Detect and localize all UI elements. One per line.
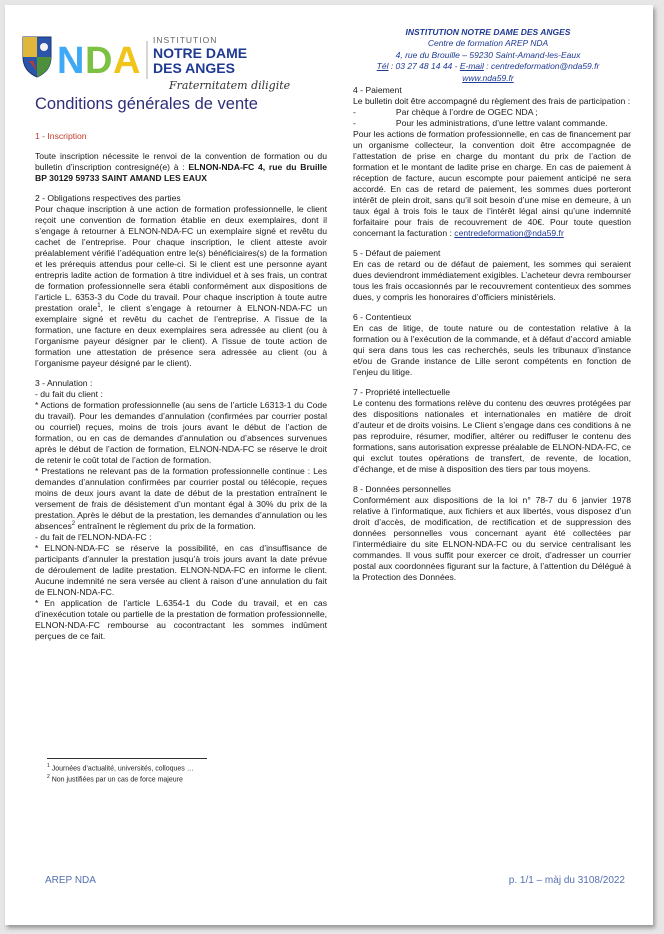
motto: Fraternitatem diligite xyxy=(169,79,291,92)
email-value: : centredeformation@nda59.fr xyxy=(483,61,600,72)
s1-text: Toute inscription nécessite le renvoi de la convention de formation ou du bulletin d’inscription contresigné(e) à : xyxy=(35,151,327,172)
section-8-title: 8 - Données personnelles xyxy=(353,484,451,494)
footer-left: AREP NDA xyxy=(45,875,96,886)
document-page xyxy=(5,5,653,925)
address: 4, rue du Brouille – 59230 Saint-Amand-les-Eaux xyxy=(395,49,581,60)
footnote-2: $^2$ Non justifiées par un cas de force majeure xyxy=(47,774,183,784)
section-6-text: En cas de litige, de toute nature ou de contestation relative à la formation ou à l’exécution de la commande, et à défaut d’accord amiable qui sera dans tous les cas recherchés, seuls les tribunaux d’instance et/ou de Grande instance de Lille seront compétents en fonction de l’enjeu du litige. xyxy=(353,323,631,377)
s4-p2-text: Pour les actions de formation professionnelle, en cas de financement par un organisme collecteur, la convention doit être accompagnée de l’attestation de prise en charge du montant du prix de l’action de formation et le montant de ladite prise en charge. En cas de paiement à réception de facture, aucun escompte pour paiement anticipé ne sera accordé. En cas de retard de paiement, les sommes dues porteront intérêt de plein droit, sans qu’il soit besoin d’une mise en demeure, à un taux égal à trois fois le taux de l’intérêt légal ainsi qu’une indemnité forfaitaire pour frais de recouvrement de 40€. Pour toute question concernant la facturation : xyxy=(353,129,631,238)
section-7-text: Le contenu des formations relève du contenu des œuvres protégées par des dispositions nationales et internationales en matière de droit d’auteur et de droits voisins. Le Client s’engage dans ces conditions à ne pas reproduire, résumer, modifier, altérer ou rediffuser le contenu des formations, sans autorisation expresse préalable de ELNON-NDA-FC, ce qui exclut toutes opérations de transfert, de revente, de location, d’échange, et de mise à disposition des tiers par tous moyens. xyxy=(353,398,631,474)
section-3-sub-client: - du fait du client : xyxy=(35,389,103,399)
section-6-title: 6 - Contentieux xyxy=(353,312,412,322)
section-7-title: 7 - Propriété intellectuelle xyxy=(353,387,450,397)
footnote-2-text: Non justifiées par un cas de force majeure xyxy=(51,776,183,784)
section-5-title: 5 - Défaut de paiement xyxy=(353,248,441,258)
section-2-text xyxy=(35,204,327,369)
tel-value: : 03 27 48 14 44 - xyxy=(388,61,460,72)
right-column xyxy=(353,85,631,583)
section-3-sub-nda: - du fait de l’ELNON-NDA-FC : xyxy=(35,532,152,542)
footnote-divider xyxy=(47,758,207,759)
section-5-text: En cas de retard ou de défaut de paiement, les sommes qui seraient dues deviendront immédiatement exigibles. L’acheteur devra rembourser tous les frais occasionnés par le recouvrement contentieux des sommes dues, y compris les honoraires d’officiers ministériels. xyxy=(353,259,631,302)
footnote-ref-2: 2 xyxy=(71,521,76,528)
section-3-p2 xyxy=(35,466,327,532)
email-label[interactable]: E-mail xyxy=(459,61,484,72)
section-1-text xyxy=(35,151,327,184)
institution-name: INSTITUTION NOTRE DAME DES ANGES xyxy=(405,27,571,37)
left-column xyxy=(35,131,327,642)
section-3-p3: * ELNON-NDA-FC se réserve la possibilité, en cas d’insuffisance de participants d’annuler la prestation jusqu’à trois jours avant la date prévue de déroulement de ladite prestation. ELNON-NDA-FC en informe le client. Aucune indemnité ne sera versée au client à raison d’une annulation du fait de ELNON-NDA-FC. xyxy=(35,543,327,597)
billing-email-link[interactable]: centredeformation@nda59.fr xyxy=(454,228,564,238)
s2-text-b: , le client s’engage à retourner à ELNON-NDA-FC un exemplaire signé et revêtu du cachet de l’entreprise. A l’issue de la formation, une facture en deux exemplaires sera adressée au client (ou à l’organisme payeur désigner par le client). A l’issue de toute action de formation une attestation de présence sera adressée au client (ou à l’organisme payeur désigné par le client). xyxy=(35,303,327,368)
s4-item-2-text: Pour les administrations, d’une lettre valant commande. xyxy=(395,118,608,128)
svg-text:A: A xyxy=(113,40,141,82)
footer-page-info: p. 1/1 – màj du 3108/2022 xyxy=(508,875,625,886)
contact-header xyxy=(335,27,641,84)
section-1-title: 1 - Inscription xyxy=(35,131,87,141)
s1-address: ELNON-NDA-FC 4, rue du Bruille BP 30129 59733 SAINT AMAND LES EAUX xyxy=(35,162,327,183)
logo-line-2: NOTRE DAME xyxy=(153,45,248,61)
footnote-1: $^1$ Journées d’actualité, universités, colloques … xyxy=(47,763,194,773)
section-3-p4: * En application de l’article L.6354-1 du Code du travail, et en cas d’inexécution totale ou partielle de la prestation de formation professionnelle, ELNON-NDA-FC rembourse au cocontractant les sommes indûment perçues de ce fait. xyxy=(35,598,327,641)
institution-logo xyxy=(17,31,317,97)
section-3-title: 3 - Annulation : xyxy=(35,378,93,388)
svg-text:D: D xyxy=(85,40,113,82)
section-4-item-1: - Par chèque à l’ordre de OGEC NDA ; xyxy=(353,107,538,117)
centre-name: Centre de formation AREP NDA xyxy=(427,38,549,49)
website-link[interactable]: www.nda59.fr xyxy=(462,72,514,83)
section-4-title: 4 - Paiement xyxy=(353,85,402,95)
s2-text-a: Pour chaque inscription à une action de formation professionnelle, le client reçoit une convention de formation établie en deux exemplaires, dont il s’engage à retourner à ELNON-NDA-FC un exemplaire signé et revêtu du cachet de l’entreprise. Pour chaque inscription, le client atteste avoir préalablement vérifié l’adéquation entre le(s) bénéficiaires(s) de la formation et les prérequis attendus pour celle-ci. Si le client est une personne ayant entrepris ladite action de formation à titre individuel et à ses frais, un contrat de formation professionnelle sera établi conformément aux dispositions de l’article L. 6353-3 du Code du travail. Pour chaque inscription à toute autre prestation orale xyxy=(35,204,327,313)
section-4-p2 xyxy=(353,129,631,239)
contact-line xyxy=(335,61,641,72)
s3-p2-a: * Prestations ne relevant pas de la formation professionnelle continue : Les demandes d’annulation confirmées par courrier postal ou télécopie, reçues moins de deux jours avant la date de début de la prestation entraînent le versement de frais de désistement d’un montant égal à 30% du prix de la prestation. Après le début de la prestation, les demandes d’annulation ou les absences xyxy=(35,466,327,531)
footnote-ref-1: 1 xyxy=(97,303,101,310)
tel-label[interactable]: Tél xyxy=(376,61,389,72)
section-4-item-2: - Pour les administrations, d’une lettre valant commande. xyxy=(353,118,608,128)
section-3-p1: * Actions de formation professionnelle (au sens de l’article L6313-1 du Code du travail). Pour les demandes d’annulation (confirmées par courrier postal ou courriel) reçues, moins de trois jours avant le début de l’action de formation, ou en cas de demandes d’annulation ou d’absences survenues après le début de l’action de formation, ELNON-NDA-FC se réserve le droit de retenir le coût total de l’action de formation. xyxy=(35,400,327,465)
svg-text:N: N xyxy=(57,40,85,82)
s3-p2-b: entraînent le règlement du prix de la formation. xyxy=(75,521,256,531)
section-4-p1: Le bulletin doit être accompagné du règlement des frais de participation : xyxy=(353,96,631,106)
section-8-text: Conformément aux dispositions de la loi n° 78-7 du 6 janvier 1978 relative à l’informatique, aux fichiers et aux libertés, vous disposez d’un droit d’accès, de modification, de rectification et de suppression des données personnelles vous concernant ayant été collectées par l’intermédiaire du site ELNON-NDA-FC ou du service centralisant les commandes. Il vous suffit pour exercer ce droit, d’adresser un courrier postal aux coordonnées figurant sur la facture, à l’attention du Délégué à la Protection des Données. xyxy=(353,495,631,582)
logo-line-1: INSTITUTION xyxy=(153,35,218,45)
page-title: Conditions générales de vente xyxy=(35,95,258,113)
footnote-1-text: Journées d’actualité, universités, colloques … xyxy=(51,765,194,773)
section-2-title: 2 - Obligations respectives des parties xyxy=(35,193,181,203)
logo-line-3: DES ANGES xyxy=(153,60,235,76)
s4-item-1-text: Par chèque à l’ordre de OGEC NDA ; xyxy=(395,107,538,117)
